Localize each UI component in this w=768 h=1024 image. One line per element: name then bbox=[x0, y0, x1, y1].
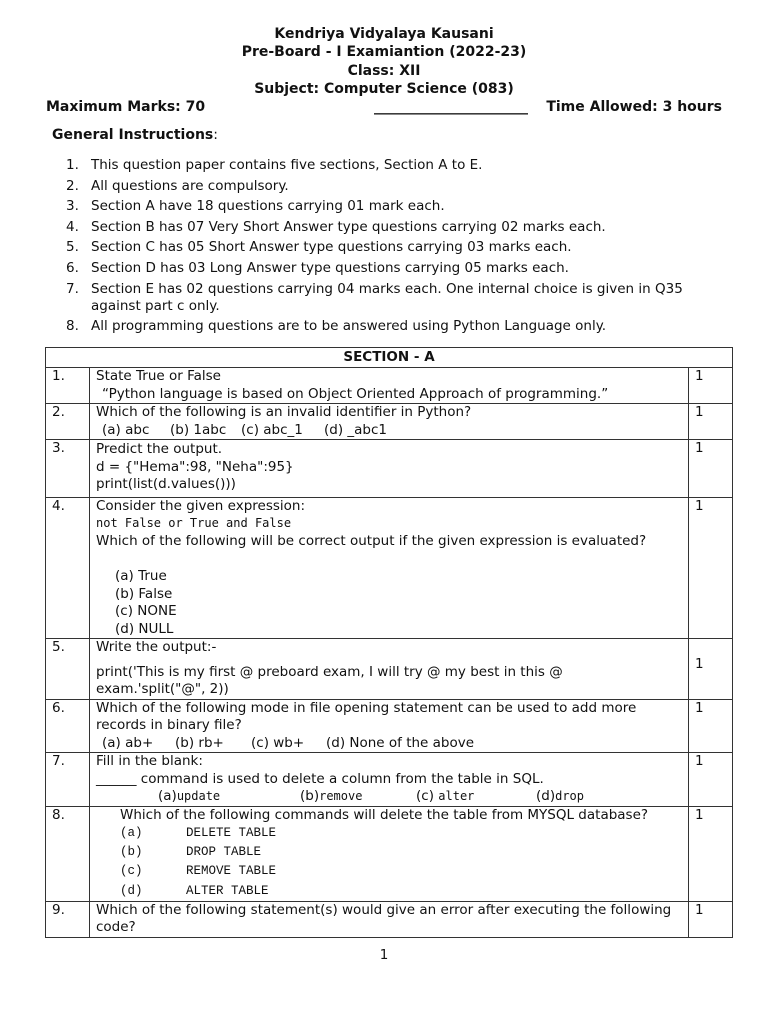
question-number: 2. bbox=[46, 404, 90, 440]
question-number: 5. bbox=[46, 639, 90, 700]
question-row-1 bbox=[46, 368, 733, 404]
question-text: State True or False “Python language is based on Object Oriented Approach of programming.” bbox=[90, 368, 689, 404]
instruction-item: 6. Section D has 03 Long Answer type questions carrying 05 marks each. bbox=[66, 259, 569, 276]
time-allowed: Time Allowed: 3 hours bbox=[546, 99, 722, 115]
question-marks: 1 bbox=[688, 699, 732, 753]
instructions-title: General Instructions: bbox=[52, 127, 218, 143]
exam-title: Pre-Board - I Examiantion (2022-23) bbox=[241, 44, 527, 60]
question-text: Which of the following mode in file opening statement can be used to add more records in binary file? (a) ab+ (b) rb+ (c) wb+ (d) None of the above bbox=[90, 699, 689, 753]
instruction-item: 2. All questions are compulsory. bbox=[66, 177, 289, 194]
question-text: Write the output:- print('This is my first @ preboard exam, I will try @ my best in this @ exam.'split("@", 2)) bbox=[90, 639, 689, 700]
instruction-item: 7. Section E has 02 questions carrying 04 marks each. One internal choice is given in Q35 against part c only. bbox=[66, 280, 683, 314]
question-row-9 bbox=[46, 901, 733, 937]
question-number: 7. bbox=[46, 753, 90, 807]
question-text: Which of the following commands will delete the table from MYSQL database? (a) DELETE TABLE (b) DROP TABLE (c) REMOVE TABLE (d) ALTER TABLE bbox=[90, 806, 689, 901]
question-marks: 1 bbox=[688, 639, 732, 700]
section-title: SECTION - A bbox=[46, 348, 733, 368]
code-expression: not False or True and False bbox=[96, 516, 292, 530]
instruction-item: 8. All programming questions are to be answered using Python Language only. bbox=[66, 318, 607, 335]
question-number: 8. bbox=[46, 806, 90, 901]
question-row-4 bbox=[46, 497, 733, 639]
question-marks: 1 bbox=[688, 806, 732, 901]
question-marks: 1 bbox=[688, 753, 732, 807]
question-text: Which of the following statement(s) would give an error after executing the following code? bbox=[90, 901, 689, 937]
question-row-7 bbox=[46, 753, 733, 807]
question-number: 9. bbox=[46, 901, 90, 937]
instruction-item: 5. Section C has 05 Short Answer type questions carrying 03 marks each. bbox=[66, 239, 572, 256]
question-marks: 1 bbox=[688, 440, 732, 498]
instruction-item: 4. Section B has 07 Very Short Answer type questions carrying 02 marks each. bbox=[66, 218, 606, 235]
school-name: Kendriya Vidyalaya Kausani bbox=[274, 26, 494, 42]
question-marks: 1 bbox=[688, 368, 732, 404]
question-marks: 1 bbox=[688, 404, 732, 440]
page-number: 1 bbox=[379, 947, 389, 963]
question-row-2 bbox=[46, 404, 733, 440]
instructions-list bbox=[66, 157, 726, 339]
question-text: Which of the following is an invalid identifier in Python? (a) abc (b) 1abc (c) abc_1 (d) _abc1 bbox=[90, 404, 689, 440]
question-number: 3. bbox=[46, 440, 90, 498]
question-number: 6. bbox=[46, 699, 90, 753]
subject-label: Subject: Computer Science (083) bbox=[254, 81, 514, 97]
instruction-item: 1. This question paper contains five sections, Section A to E. bbox=[66, 157, 483, 173]
marks-time-line bbox=[46, 99, 724, 117]
question-marks: 1 bbox=[688, 497, 732, 639]
header-blank: ______________________ bbox=[374, 99, 528, 115]
question-row-5 bbox=[46, 639, 733, 700]
question-text: Consider the given expression: not False or True and False Which of the following will be correct output if the given expression is evaluated? (a) True (b) False (c) NONE (d) NULL bbox=[90, 497, 689, 639]
question-number: 4. bbox=[46, 497, 90, 639]
question-marks: 1 bbox=[688, 901, 732, 937]
question-row-3 bbox=[46, 440, 733, 498]
question-text: Predict the output. d = {"Hema":98, "Neha":95} print(list(d.values())) bbox=[90, 440, 689, 498]
max-marks: Maximum Marks: 70 bbox=[46, 99, 206, 115]
class-label: Class: XII bbox=[347, 63, 421, 79]
question-text: Fill in the blank: ______ command is used to delete a column from the table in SQL. (a)update (b)remove (c) alter (d)drop bbox=[90, 753, 689, 807]
instruction-item: 3. Section A have 18 questions carrying 01 mark each. bbox=[66, 198, 445, 215]
question-number: 1. bbox=[46, 368, 90, 404]
question-row-6 bbox=[46, 699, 733, 753]
question-row-8 bbox=[46, 806, 733, 901]
section-a-table bbox=[45, 347, 733, 938]
